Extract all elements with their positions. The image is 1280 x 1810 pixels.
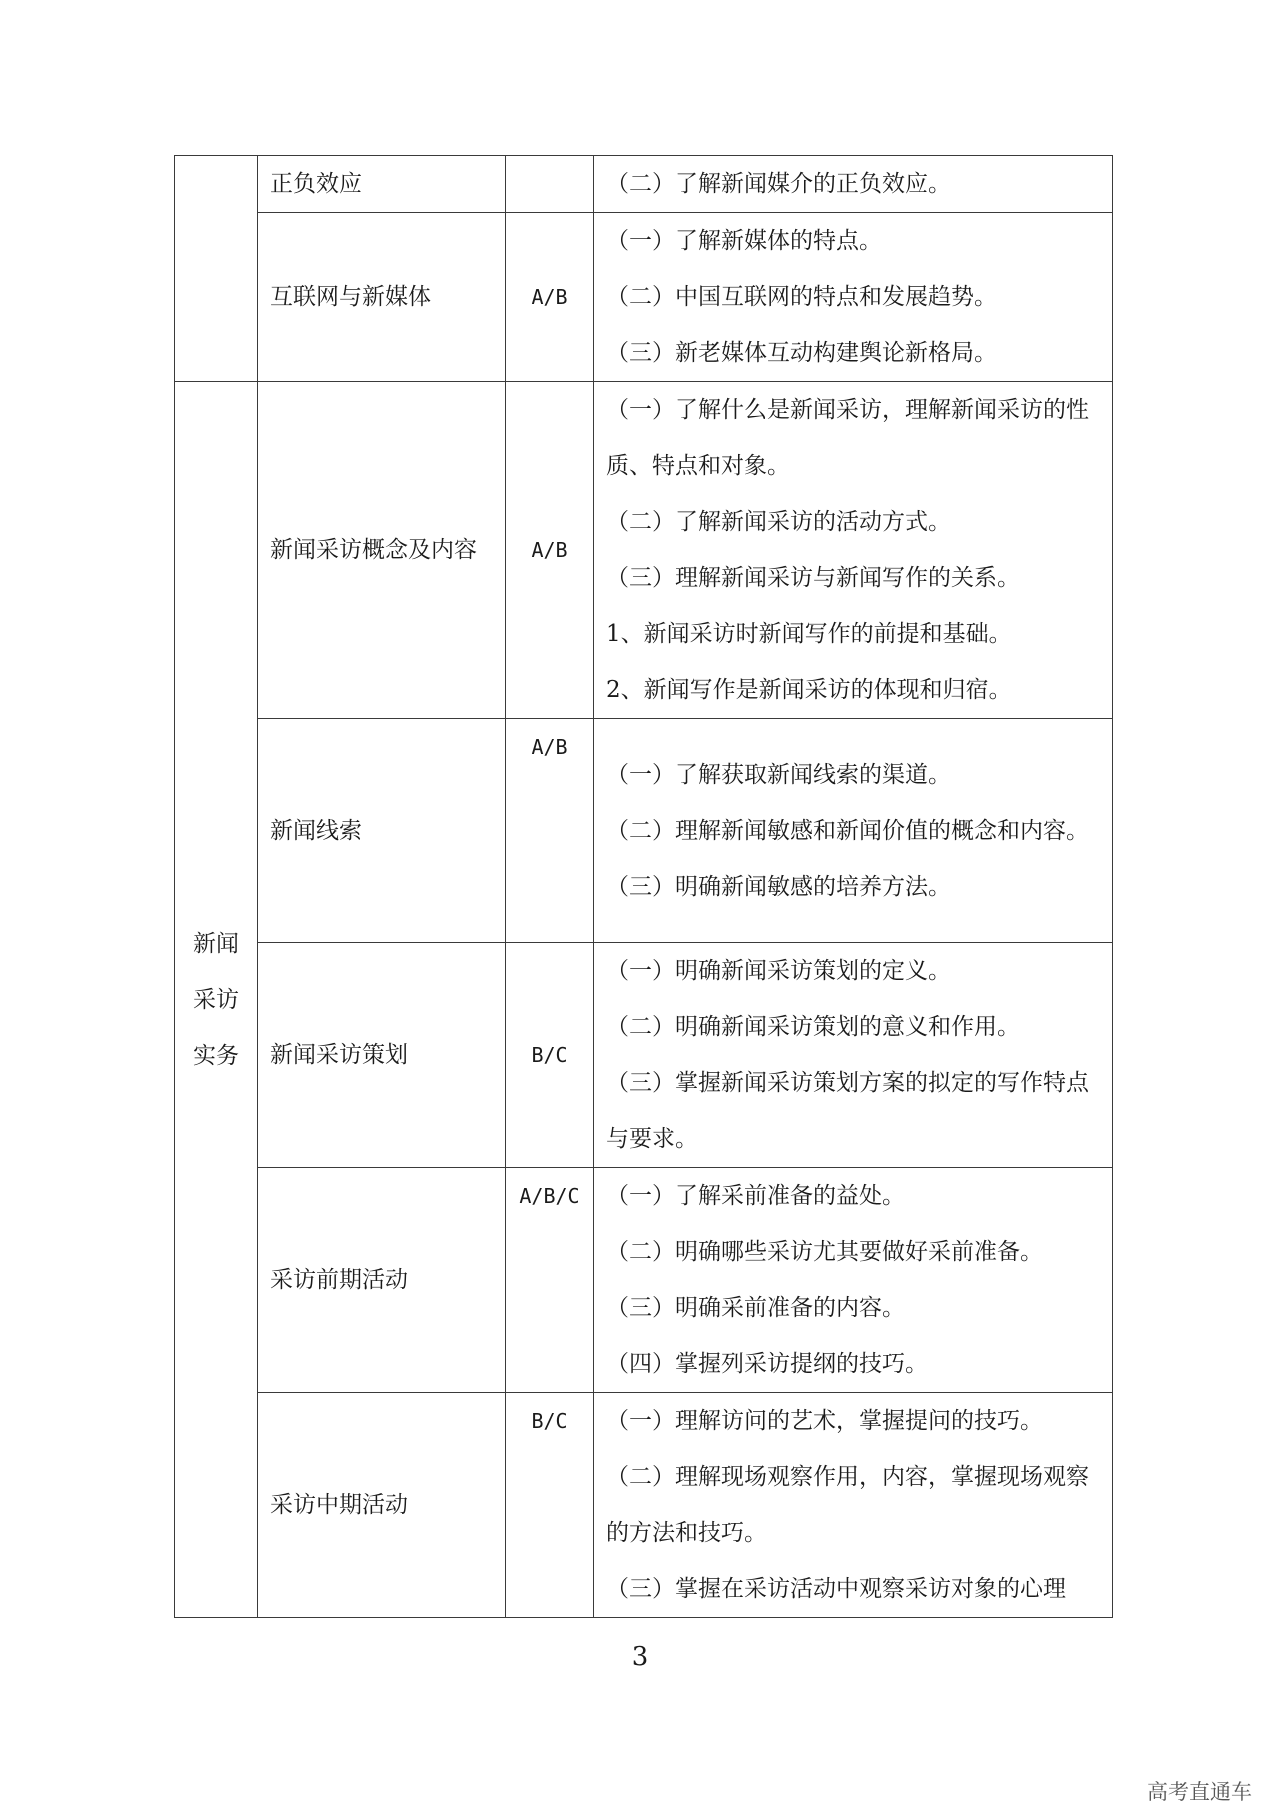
requirement-item: （二）明确新闻采访策划的意义和作用。 xyxy=(606,1014,1020,1040)
requirements-cell xyxy=(594,156,1113,213)
table-row xyxy=(175,213,1113,382)
requirement-item: （三）明确采前准备的内容。 xyxy=(606,1295,905,1321)
category-line: 采访 xyxy=(193,986,239,1013)
requirement-item: （二）了解新闻采访的活动方式。 xyxy=(606,509,951,535)
level-cell xyxy=(506,156,594,213)
requirement-item: （二）理解新闻敏感和新闻价值的概念和内容。 xyxy=(606,817,1089,844)
table-row xyxy=(175,1168,1113,1393)
requirement-item: 2、新闻写作是新闻采访的体现和归宿。 xyxy=(606,677,1012,703)
category-line: 新闻 xyxy=(193,930,239,957)
requirement-item: 1、新闻采访时新闻写作的前提和基础。 xyxy=(606,621,1012,647)
topic-cell: 互联网与新媒体 xyxy=(258,213,506,382)
requirement-item: （二）理解现场观察作用，内容，掌握现场观察的方法和技巧。 xyxy=(606,1464,1089,1546)
topic-cell: 采访中期活动 xyxy=(258,1393,506,1618)
requirement-item: （四）掌握列采访提纲的技巧。 xyxy=(606,1351,928,1377)
table-row xyxy=(175,943,1113,1168)
topic-cell: 采访前期活动 xyxy=(258,1168,506,1393)
level-cell: A/B xyxy=(506,719,594,943)
requirements-cell xyxy=(594,1168,1113,1393)
table-row xyxy=(175,719,1113,943)
requirement-item: （一）了解采前准备的益处。 xyxy=(606,1183,905,1209)
requirement-item: （三）理解新闻采访与新闻写作的关系。 xyxy=(606,565,1020,591)
level-cell: A/B/C xyxy=(506,1168,594,1393)
requirement-item: （二）了解新闻媒介的正负效应。 xyxy=(606,171,951,197)
level-cell: A/B xyxy=(506,213,594,382)
level-cell: B/C xyxy=(506,1393,594,1618)
requirements-cell xyxy=(594,1393,1113,1618)
category-cell xyxy=(175,382,258,1618)
requirements-cell xyxy=(594,943,1113,1168)
requirement-item: （三）新老媒体互动构建舆论新格局。 xyxy=(606,340,997,366)
watermark: 高考直通车 xyxy=(1147,1780,1252,1804)
level-cell: A/B xyxy=(506,382,594,719)
requirement-item: （一）理解访问的艺术，掌握提问的技巧。 xyxy=(606,1408,1043,1434)
requirement-item: （二）明确哪些采访尤其要做好采前准备。 xyxy=(606,1239,1043,1265)
requirements-cell xyxy=(594,382,1113,719)
page-number: 3 xyxy=(631,1642,649,1672)
requirement-item: （三）明确新闻敏感的培养方法。 xyxy=(606,873,951,900)
requirement-item: （一）明确新闻采访策划的定义。 xyxy=(606,958,951,984)
table-row xyxy=(175,156,1113,213)
requirement-item: （一）了解什么是新闻采访，理解新闻采访的性质、特点和对象。 xyxy=(606,397,1089,479)
requirement-item: （三）掌握在采访活动中观察采访对象的心理 xyxy=(606,1576,1066,1602)
requirements-cell xyxy=(594,719,1113,943)
requirement-item: （三）掌握新闻采访策划方案的拟定的写作特点与要求。 xyxy=(606,1070,1089,1152)
table-row xyxy=(175,1393,1113,1618)
topic-cell: 正负效应 xyxy=(258,156,506,213)
level-cell: B/C xyxy=(506,943,594,1168)
category-line: 实务 xyxy=(193,1042,239,1069)
requirements-cell xyxy=(594,213,1113,382)
requirement-item: （二）中国互联网的特点和发展趋势。 xyxy=(606,284,997,310)
requirement-item: （一）了解新媒体的特点。 xyxy=(606,228,882,254)
syllabus-table xyxy=(174,155,1113,1618)
table-row xyxy=(175,382,1113,719)
category-cell-empty xyxy=(175,156,258,382)
topic-cell: 新闻线索 xyxy=(258,719,506,943)
topic-cell: 新闻采访策划 xyxy=(258,943,506,1168)
requirement-item: （一）了解获取新闻线索的渠道。 xyxy=(606,761,951,788)
topic-cell: 新闻采访概念及内容 xyxy=(258,382,506,719)
